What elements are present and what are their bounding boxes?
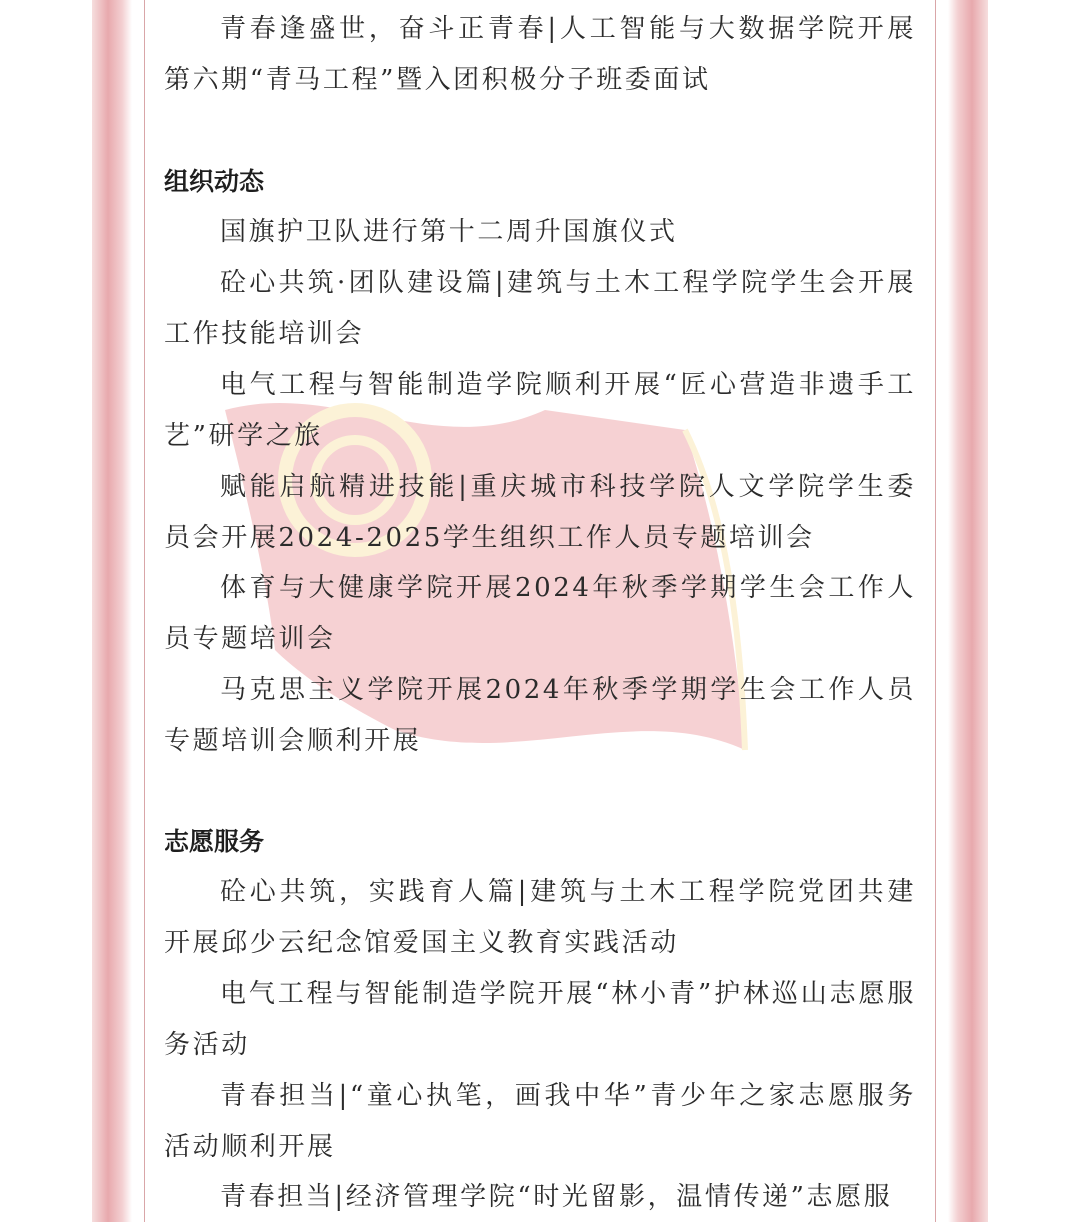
list-item[interactable]: 砼心共筑，实践育人篇|建筑与土木工程学院党团共建开展邱少云纪念馆爱国主义教育实践活动 xyxy=(164,877,916,958)
right-decorative-border xyxy=(948,0,988,1222)
left-inner-rule xyxy=(144,0,145,1222)
list-item[interactable]: 赋能启航精进技能|重庆城市科技学院人文学院学生委员会开展2024-2025学生组织工作人员专题培训会 xyxy=(164,472,916,553)
list-item[interactable]: 电气工程与智能制造学院顺利开展“匠心营造非遗手工艺”研学之旅 xyxy=(164,370,916,451)
list-item[interactable]: 体育与大健康学院开展2024年秋季学期学生会工作人员专题培训会 xyxy=(164,573,916,654)
list-item[interactable]: 砼心共筑·团队建设篇|建筑与土木工程学院学生会开展工作技能培训会 xyxy=(164,268,916,349)
list-item[interactable]: 青春担当|“童心执笔，画我中华”青少年之家志愿服务活动顺利开展 xyxy=(164,1081,916,1162)
list-item[interactable]: 马克思主义学院开展2024年秋季学期学生会工作人员专题培训会顺利开展 xyxy=(164,675,916,756)
list-item[interactable]: 青春担当|经济管理学院“时光留影，温情传递”志愿服 xyxy=(220,1182,893,1212)
list-item[interactable]: 国旗护卫队进行第十二周升国旗仪式 xyxy=(220,217,678,247)
section-heading-volunteer: 志愿服务 xyxy=(164,827,265,856)
list-item[interactable]: 青春逢盛世，奋斗正青春|人工智能与大数据学院开展第六期“青马工程”暨入团积极分子班委面试 xyxy=(164,14,916,95)
section-heading-organization: 组织动态 xyxy=(164,167,265,196)
left-decorative-border xyxy=(92,0,132,1222)
right-inner-rule xyxy=(935,0,936,1222)
list-item[interactable]: 电气工程与智能制造学院开展“林小青”护林巡山志愿服务活动 xyxy=(164,979,916,1060)
article-content xyxy=(164,0,916,1222)
